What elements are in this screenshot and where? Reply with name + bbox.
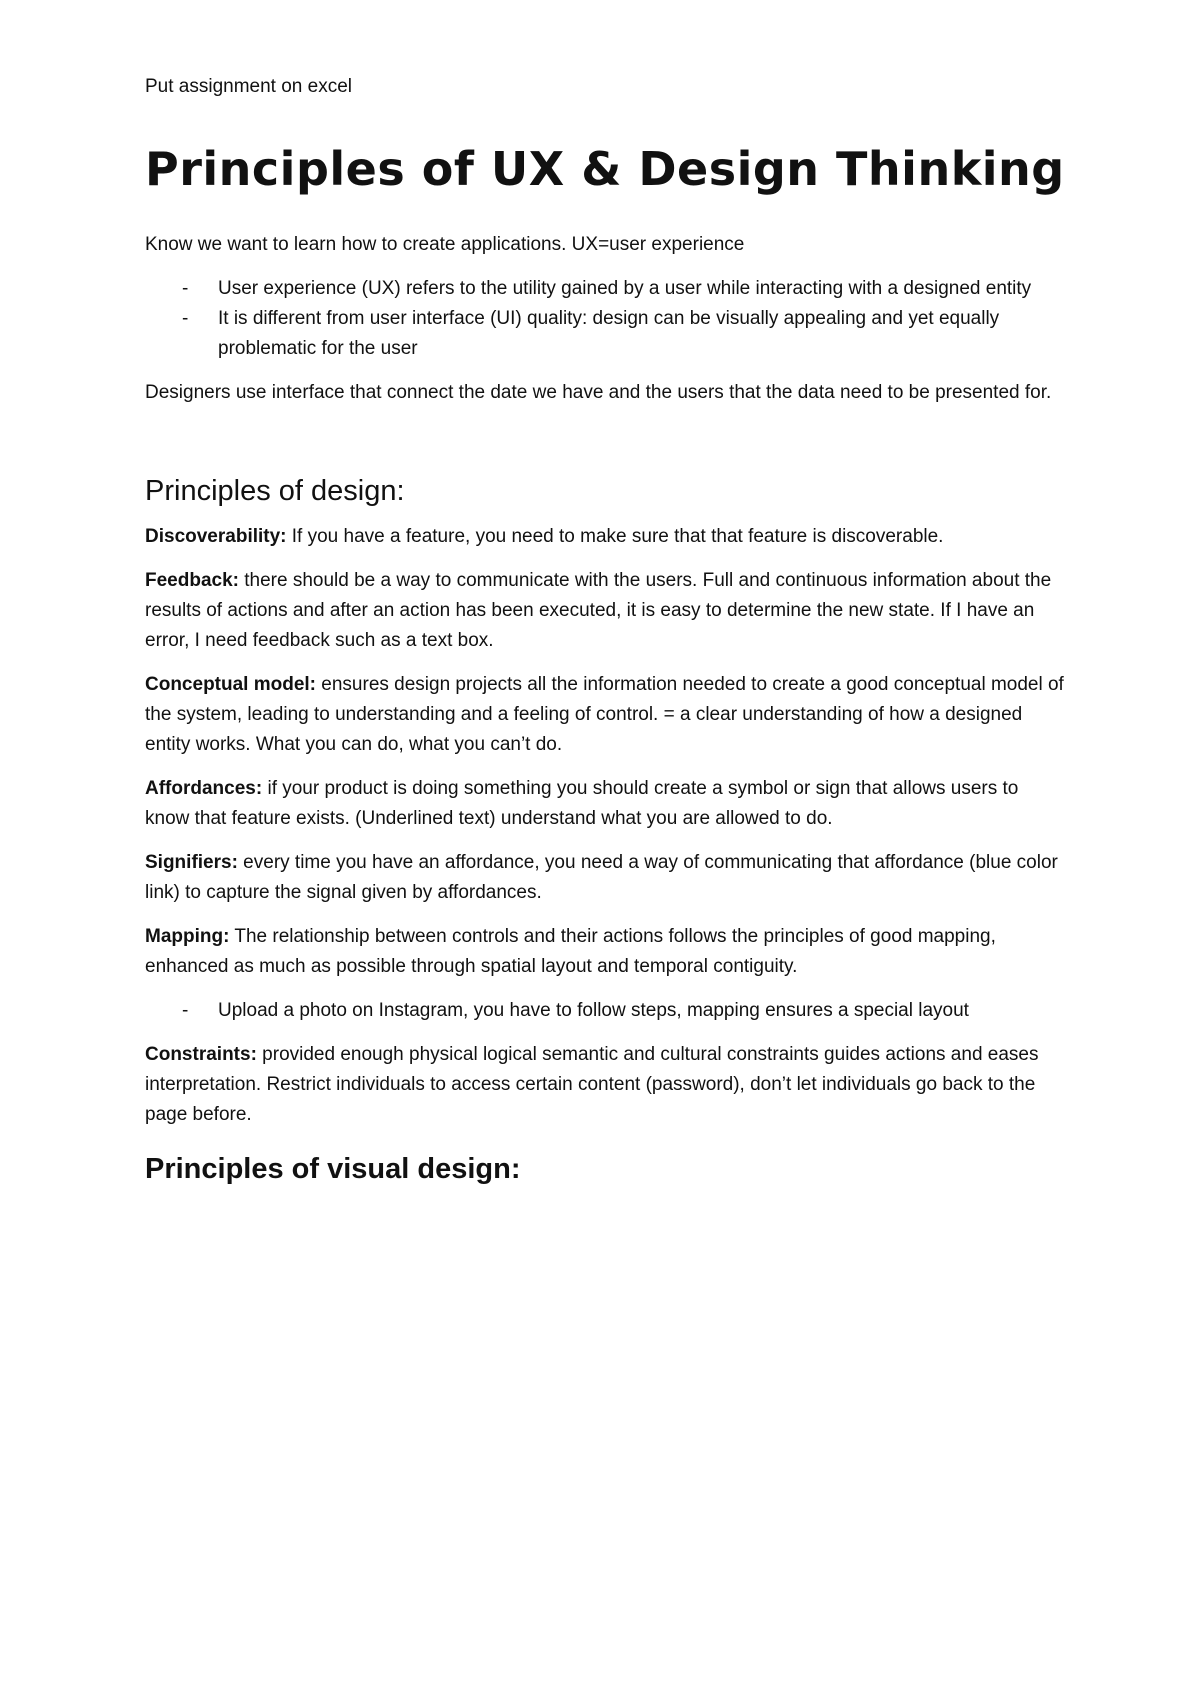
principles-heading: Principles of design: [145,475,405,507]
principle-text: The relationship between controls and their actions follows the principles of good mapping, enhanced as much as possible through spatial layout and temporal contiguity. [145,926,996,977]
principle-affordances [145,774,1065,834]
page-title: Principles of UX & Design Thinking [145,142,1065,196]
principle-term: Signifiers: [145,852,238,873]
principle-term: Constraints: [145,1044,257,1065]
principle-term: Feedback: [145,570,239,591]
principle-term: Conceptual model: [145,674,317,695]
principle-text: provided enough physical logical semantic and cultural constraints guides actions and eases interpretation. Restrict individuals to access certain content (password), don’t let individuals go back to the page before. [145,1044,1039,1125]
principle-text: if your product is doing something you should create a symbol or sign that allows users to know that feature exists. (Underlined text) understand what you are allowed to do. [145,778,1019,829]
principle-constraints [145,1040,1065,1130]
principle-discoverability [145,522,1065,552]
principle-conceptual-model [145,670,1065,760]
bullet-text: Upload a photo on Instagram, you have to follow steps, mapping ensures a special layout [218,1000,969,1021]
principle-text: there should be a way to communicate with the users. Full and continuous information about the results of actions and after an action has been executed, it is easy to determine the new state. If I have an error, I need feedback such as a text box. [145,570,1052,651]
bullet-text: User experience (UX) refers to the utility gained by a user while interacting with a designed entity [218,278,1032,299]
dash-bullet: - [182,1000,189,1021]
top-note: Put assignment on excel [145,76,353,97]
principle-text: If you have a feature, you need to make sure that that feature is discoverable. [286,526,944,547]
designers-paragraph: Designers use interface that connect the date we have and the users that the data need to be presented for. [145,382,1052,403]
dash-bullet: - [182,308,189,329]
principle-term: Affordances: [145,778,263,799]
principle-feedback [145,566,1065,656]
mapping-bullet-list [145,996,1065,1026]
list-item [145,996,1065,1026]
visual-design-heading: Principles of visual design: [145,1153,521,1185]
list-item [145,304,1065,364]
list-item [145,274,1065,304]
principle-mapping [145,922,1065,982]
principle-text: every time you have an affordance, you need a way of communicating that affordance (blue color link) to capture the signal given by affordances. [145,852,1058,903]
document-page [145,72,1065,1188]
principle-signifiers [145,848,1065,908]
intro-paragraph: Know we want to learn how to create applications. UX=user experience [145,234,745,255]
dash-bullet: - [182,278,189,299]
principle-term: Discoverability: [145,526,287,547]
principle-term: Mapping: [145,926,230,947]
bullet-text: It is different from user interface (UI) quality: design can be visually appealing and yet equally problematic for the user [218,308,1000,359]
intro-bullet-list [145,274,1065,364]
principle-text: ensures design projects all the information needed to create a good conceptual model of the system, leading to understanding and a feeling of control. = a clear understanding of how a designed entity works. What you can do, what you can’t do. [145,674,1064,755]
